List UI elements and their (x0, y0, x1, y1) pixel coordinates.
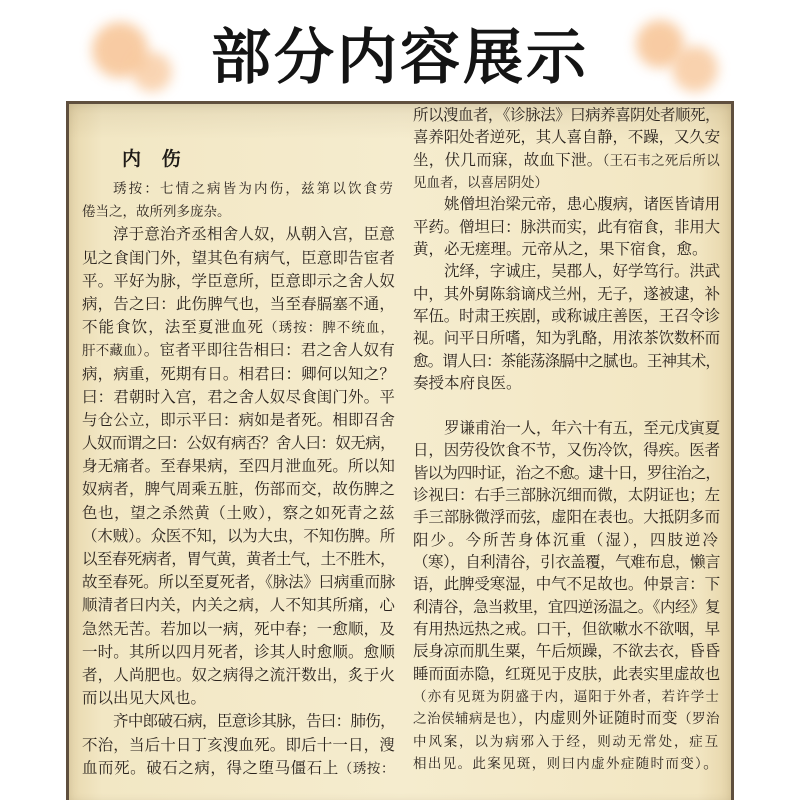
text-line (413, 327, 720, 349)
body-text: 病，告之曰：此伤脾气也，当至春膈塞不通， (82, 294, 395, 313)
text-line (413, 104, 720, 126)
paragraph (82, 223, 395, 710)
text-line (413, 193, 720, 215)
paragraph (413, 417, 720, 775)
text-line (82, 200, 395, 223)
text-line (413, 372, 720, 394)
text-line (413, 529, 720, 551)
annotation-text: 肝不藏血） (82, 343, 144, 360)
body-text: 一时。其所以四月死者，诊其人时愈顺。愈顺 (82, 642, 395, 661)
body-text: 阳少。今所苦身体沉重（湿），四肢逆冷 (413, 530, 720, 549)
text-line (82, 641, 395, 664)
body-text: 血而死。破石之病，得之堕马僵石上 (82, 758, 339, 777)
text-line (413, 216, 720, 238)
body-text: 以至春死病者，胃气黄，黄者土气，土不胜木， (82, 550, 395, 568)
body-text: 愈。谓人曰：茶能荡涤膈中之腻也。王神其术， (413, 351, 720, 370)
body-text: 沈绎，字诚庄，吴郡人，好学笃行。洪武 (444, 262, 720, 281)
book-page-photo (66, 101, 734, 800)
annotation-text: 相出见。此案见斑，则曰内虚外症随时而变） (413, 755, 704, 772)
body-text: 诊视曰：右手三部脉沉细而微，太阴证也；左 (413, 485, 720, 504)
text-line (82, 548, 395, 571)
annotation-text: （琇按： (338, 760, 395, 777)
annotation-text: 之治侯辅病是也） (413, 711, 519, 728)
text-line (413, 462, 720, 484)
text-line (413, 417, 720, 439)
body-text: 色也，望之杀然黄（土败），察之如死青之兹 (82, 503, 395, 522)
body-text: 利清谷，急当救里，宜四逆汤温之。《内经》复 (413, 597, 720, 616)
text-line (82, 316, 395, 339)
text-line (413, 596, 720, 618)
text-line (413, 439, 720, 461)
body-text: 军伍。时肃王疾剧，或称诚庄善医，王召令诊 (413, 307, 720, 326)
text-line (82, 432, 395, 455)
text-line (82, 339, 395, 362)
text-line (82, 502, 395, 525)
text-column-left (82, 141, 395, 780)
text-line (82, 687, 395, 710)
text-line (413, 618, 720, 640)
text-line (413, 350, 720, 372)
text-line (413, 126, 720, 148)
text-line (82, 177, 395, 200)
body-text: 奴病者，脾气周乘五脏，伤部而交，故伤脾之 (82, 480, 395, 499)
body-text: 病，病重，死期有日。相君曰：卿何以知之？ (82, 364, 395, 383)
text-line (82, 525, 395, 548)
body-text: 手三部脉微浮而弦，虚阳在表也。大抵阴多而 (413, 508, 720, 527)
body-text: 淳于意治齐丞相舍人奴，从朝入宫，臣意 (113, 225, 395, 244)
paragraph (413, 193, 720, 260)
body-text: 。宦者平即往告相曰：君之舍人奴有 (143, 341, 395, 360)
body-text: 日，因劳役饮食不节，又伤冷饮，得疾。医者 (413, 441, 720, 460)
text-line (82, 223, 395, 246)
text-line (82, 710, 395, 733)
body-text: 齐中郎破石病，臣意诊其脉，告曰：肺伤， (113, 712, 395, 731)
body-text: 不能食饮，法至夏泄血死 (82, 318, 265, 337)
text-line (82, 386, 395, 409)
annotation-text: （罗治 (678, 711, 720, 728)
body-text: （寒），自利清谷，引衣盖覆，气难布息，懒言 (413, 552, 720, 571)
body-text: 与仓公立，即示平曰：病如是者死。相即召舍 (82, 410, 395, 429)
body-text: 罗谦甫治一人，年六十有五，至元戊寅夏 (444, 418, 720, 437)
text-line (413, 663, 720, 685)
annotation-text: （王石韦之死后所以 (602, 152, 720, 169)
body-text: 人奴而谓之曰：公奴有病否？舍人曰：奴无病， (82, 434, 395, 453)
text-line (413, 260, 720, 282)
body-text: 辰身凉而肌生粟，午后烦躁，不欲去衣，昏昏 (413, 642, 720, 661)
body-text: ，内虚则外证随时而变 (518, 709, 679, 728)
text-line (413, 484, 720, 506)
text-line (82, 293, 395, 316)
page-title: 部分内容展示 (211, 23, 589, 93)
annotation-text: （琇按：脾不统血， (264, 320, 395, 337)
text-line (413, 551, 720, 573)
body-text: 坐，伏几而寐，故血下泄。 (413, 150, 603, 169)
body-text: 皆以为四时证，治之不愈。逮十日，罗往治之， (413, 463, 720, 482)
text-line (413, 149, 720, 171)
body-text: 奏授本府良医。 (413, 374, 522, 393)
text-line (413, 506, 720, 528)
body-text: 曰：君朝时入宫，君之舍人奴尽食闺门外。平 (82, 387, 395, 406)
text-line (82, 409, 395, 432)
body-text: 姚僧坦治梁元帝，患心腹病，诸医皆请用 (444, 195, 720, 214)
paragraph (413, 104, 720, 193)
body-text: 见之食闺门外，望其色有病气，臣意即告宦者 (82, 248, 395, 267)
body-text: 平。平好为脉，学臣意所，臣意即示之舍人奴 (82, 271, 395, 290)
body-text: 中，其外舅陈翁谪戍兰州，无子，遂被逮，补 (413, 284, 720, 303)
annotation-text: 倦当之，故所列多庞杂。 (82, 204, 231, 221)
body-text: 平药。僧坦曰：脉洪而实，此有宿食，非用大 (413, 217, 720, 236)
text-line (413, 573, 720, 595)
text-line (413, 730, 720, 752)
text-line (82, 664, 395, 687)
body-text: 。 (703, 753, 720, 772)
text-line (82, 270, 395, 293)
text-line (82, 734, 395, 757)
text-line (413, 283, 720, 305)
body-text: 语，此脾受寒湿，中气不足故也。仲景言：下 (413, 575, 720, 594)
annotation-text: （亦有见斑为阴盛于内，逼阳于外者，若许学士 (413, 688, 720, 705)
paragraph (82, 177, 395, 223)
text-line (413, 238, 720, 260)
body-text: 视。问平日所嗜，知为乳酪，用浓茶饮数杯而 (413, 329, 720, 348)
text-line (413, 171, 720, 193)
body-text: 故至春死。所以至夏死者，《脉法》曰病重而脉 (82, 573, 395, 592)
text-column-right (413, 104, 720, 774)
text-line (413, 685, 720, 707)
text-line (413, 752, 720, 774)
body-text: 黄，必无瘥理。元帝从之，果下宿食，愈。 (413, 240, 708, 259)
body-text: 睡而面赤隐，红斑见于皮肤，此表实里虚故也 (413, 664, 720, 683)
body-text: 而以出见大风也。 (82, 689, 207, 708)
text-line (82, 363, 395, 386)
annotation-text: 见血者，以喜居阴处） (413, 175, 548, 192)
text-line (82, 571, 395, 594)
body-text: 者，人尚肥也。奴之病得之流汗数出，炙于火 (82, 665, 395, 684)
text-line (413, 707, 720, 729)
annotation-text: 琇按：七情之病皆为内伤，兹第以饮食劳 (113, 181, 395, 197)
body-text: 顺清者曰内关，内关之病，人不知其所痛，心 (82, 596, 395, 615)
text-line (82, 478, 395, 501)
text-line (413, 640, 720, 662)
paragraph (82, 710, 395, 780)
paragraph (413, 260, 720, 394)
text-line (82, 618, 395, 641)
text-line (82, 247, 395, 270)
body-text: 所以溲血者，《诊脉法》曰病养喜阴处者顺死， (413, 106, 720, 124)
body-text: 喜养阳处者逆死，其人喜自静，不躁，又久安 (413, 128, 720, 147)
body-text: 不治，当后十日丁亥溲血死。即后十一日，溲 (82, 735, 395, 754)
body-text: （木贼）。众医不知，以为大虫，不知伤脾。所 (82, 526, 395, 545)
annotation-text: 中风案，以为病邪入于经，则动无常处，症互 (413, 733, 720, 750)
text-line (82, 594, 395, 617)
body-text: 身无痛者。至春果病，至四月泄血死。所以知 (82, 457, 395, 476)
body-text: 有用热远热之戒。口干，但欲嗽水不欲咽，早 (413, 619, 720, 638)
text-line (413, 305, 720, 327)
section-heading: 内 伤 (122, 148, 183, 170)
body-text: 急然无苦。若加以一病，死中春；一愈顺，及 (82, 619, 395, 638)
text-line (82, 757, 395, 780)
text-line (82, 455, 395, 478)
